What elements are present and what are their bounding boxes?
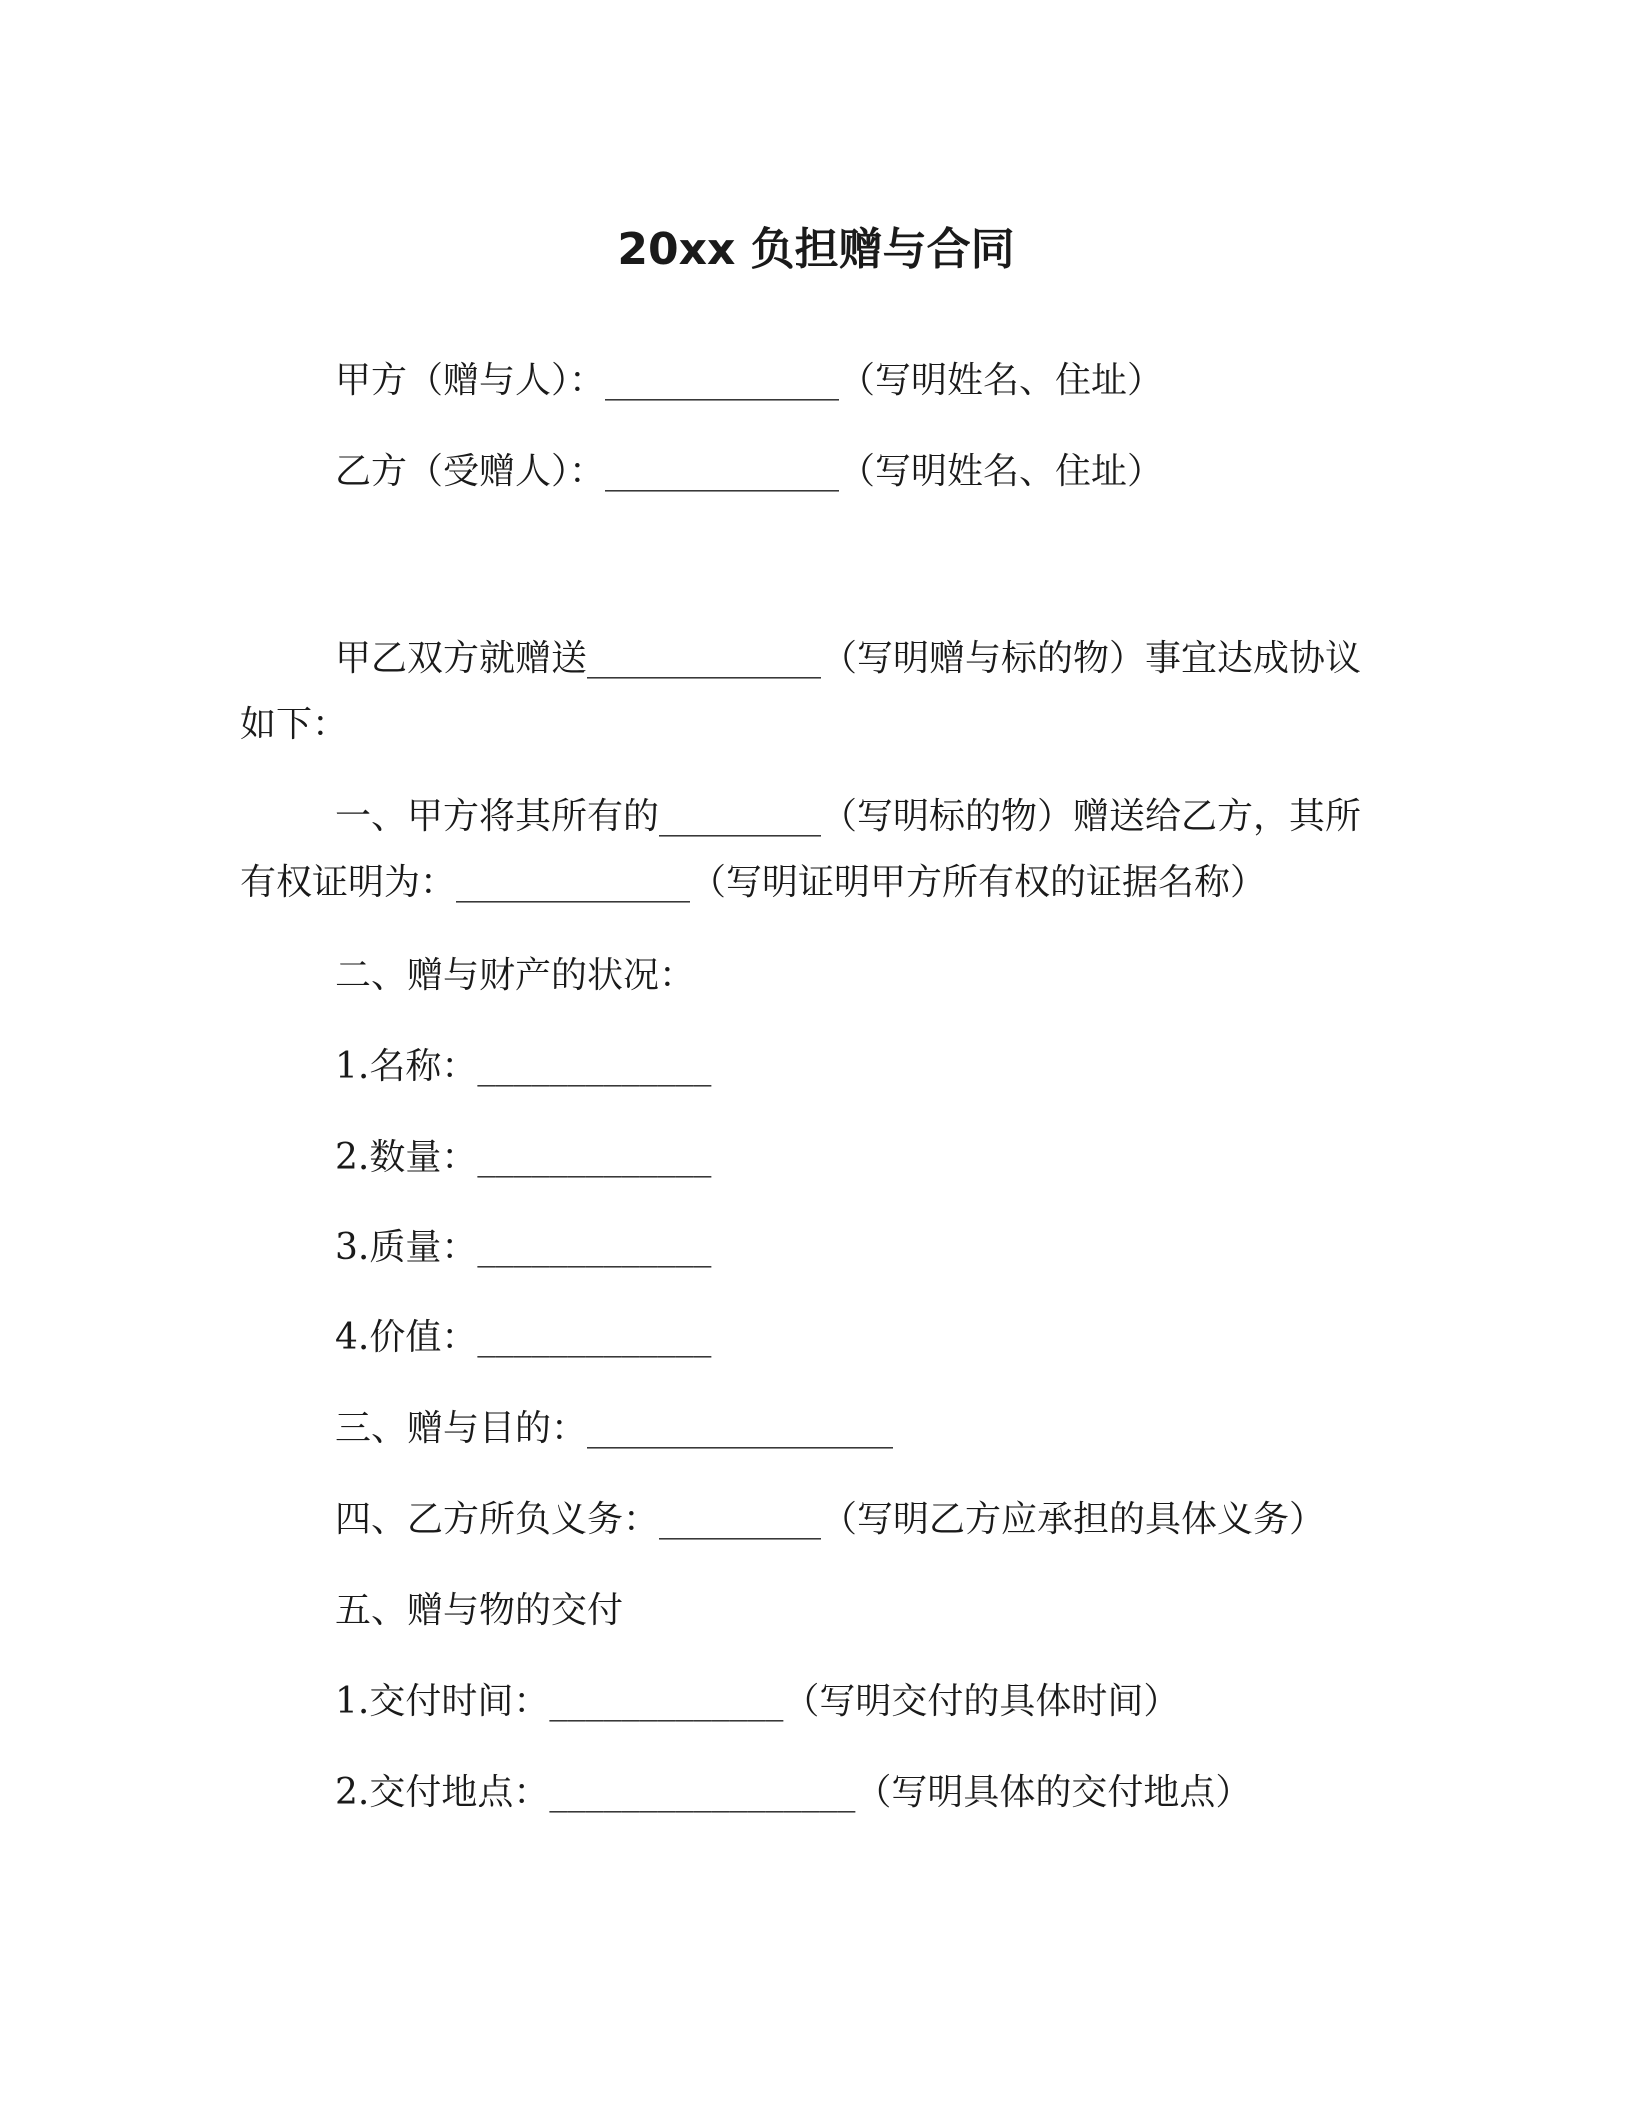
- clause-5-item-time: 1.交付时间：_____________（写明交付的具体时间）: [335, 1681, 1180, 1722]
- clause-4-line: 四、乙方所负义务：_________（写明乙方应承担的具体义务）: [335, 1499, 1326, 1540]
- clause-5-heading: 五、赠与物的交付: [335, 1590, 624, 1631]
- clause-2-item-quantity: 2.数量：_____________: [335, 1137, 712, 1178]
- clause-2-item-value: 4.价值：_____________: [335, 1317, 712, 1358]
- clause-3-line: 三、赠与目的：_________________: [335, 1408, 894, 1449]
- clause-5-item-place: 2.交付地点：_________________（写明具体的交付地点）: [335, 1772, 1252, 1813]
- party-a-line: 甲方（赠与人）：_____________（写明姓名、住址）: [335, 360, 1164, 401]
- party-b-line: 乙方（受赠人）：_____________（写明姓名、住址）: [335, 451, 1164, 492]
- clause-1-paragraph: 一、甲方将其所有的_________（写明标的物）赠送给乙方，其所有权证明为：_____________（写明证明甲方所有权的证据名称）: [240, 796, 1362, 903]
- document-title: 20xx 负担赠与合同: [617, 224, 1015, 275]
- clause-2-item-name: 1.名称：_____________: [335, 1046, 712, 1087]
- clause-2-item-quality: 3.质量：_____________: [335, 1227, 712, 1268]
- intro-paragraph: 甲乙双方就赠送_____________（写明赠与标的物）事宜达成协议如下：: [240, 638, 1362, 745]
- clause-2-heading: 二、赠与财产的状况：: [335, 955, 696, 996]
